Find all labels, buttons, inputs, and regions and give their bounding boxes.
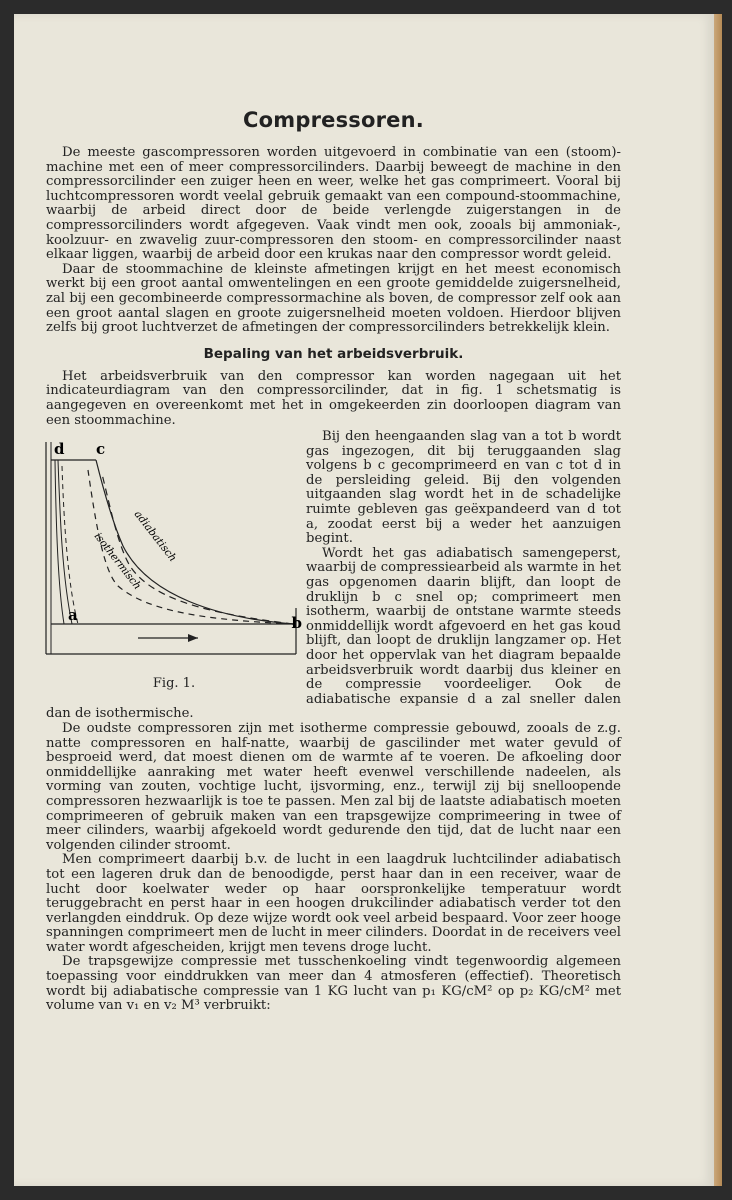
section-paragraph-1: Het arbeidsverbruik van den compressor kan worden nagegaan uit het indicateurdiagram van den compressorcilinder, dat in fig. 1 schetsmatig is aangegeven en overeenkomt met het in omgekeerden zin doorloopen diagram van een stoommachine. [46, 368, 621, 428]
page-edge [714, 14, 722, 1186]
adiabatic-dashed-curve [102, 474, 293, 624]
figure-1 [38, 436, 300, 691]
page-content [46, 96, 621, 1014]
label-b: b [291, 614, 302, 633]
page-title: Compressoren. [243, 108, 424, 132]
section-paragraph-2: Bij den heengaanden slag van a tot b wordt gas ingezogen, dit bij teruggaanden slag volgens b c gecomprimeerd en van c tot d in de persleiding geleid. Bij den volgenden uitgaanden slag wordt het in de schadelijke ruimte gebleven gas geëxpandeerd van d tot a, zoodat eerst bij a weder het aanzuigen begint. [306, 429, 621, 547]
expansion-curve-2 [62, 466, 78, 624]
section-paragraph-5: Men comprimeert daarbij b.v. de lucht in een laagdruk luchtcilinder adiabatisch tot een lageren druk dan de benoodigde, perst haar dan in een receiver, waar de lucht door koelwater weder op haar oorspronkelijke temperatuur wordt teruggebracht en perst haar in een hoogen drukcilinder adiabatisch verder tot den verlangden einddruk. Op deze wijze wordt ook veel arbeid bespaard. Voor zeer hooge spanningen comprimeert men de lucht in meer cilinders. Doordat in de receivers veel water wordt afgescheiden, krijgt men tevens droge lucht. [46, 852, 621, 955]
expansion-curve-1 [58, 460, 72, 624]
intro-paragraph-2: Daar de stoommachine de kleinste afmetingen krijgt en het meest economisch werkt bij een groot aantal omwentelingen en een groote gemiddelde zuigersnelheid, zal bij een gecombineerde compressormachine als boven, de compressor zelf ook aan een groot aantal slagen en groote zuigersnelheid moeten voldoen. Hierdoor blijven zelfs bij groot luchtverzet de afmetingen der compressorcilinders betrekkelijk klein. [46, 261, 621, 336]
indicator-diagram [38, 436, 300, 666]
section-paragraph-4: De oudste compressoren zijn met isotherme compressie gebouwd, zooals de z.g. natte compressoren en half-natte, waarbij de gascilinder met water gevuld of besproeid werd, dat moest dienen om de warmte af te voeren. De afkoeling door onmiddellijke aanraking met water heeft evenwel verschillende nadeelen, als vorming van zouten, vochtige lucht, ijsvorming, enz., terwijl zij bij snelloopende compressoren hezwaarlijk is toe te passen. Men zal bij de laatste adiabatisch moeten comprimeeren of gebruik maken van een trapsgewijze comprimeering in twee of meer cilinders, waarbij afgekoeld wordt gedurende den tijd, dat de lucht naar een volgenden cilinder stroomt. [46, 720, 621, 853]
label-d: d [54, 440, 65, 459]
figure-wrap [46, 430, 621, 722]
label-a: a [68, 606, 78, 625]
label-c: c [96, 440, 106, 459]
isothermal-curve [88, 470, 293, 624]
adiabatic-curve [96, 460, 293, 624]
intro-paragraph-1: De meeste gascompressoren worden uitgevoerd in combinatie van een (stoom)-machine met een of meer compressorcilinders. Daarbij beweegt de machine in den compressorcilinder een zuiger heen en weer, welke het gas comprimeert. Vooral bij luchtcompressoren wordt veelal gebruik gemaakt van een compound-stoommachine, waarbij de arbeid direct door de beide verlengde zuigerstangen in de compressorcilinders wordt afgegeven. Vaak vindt men ook, zooals bij ammoniak-, koolzuur- en zwavelig zuur-compressoren den stoom- en compressorcilinder naast elkaar liggen, waarbij de arbeid door een krukas naar den compressor wordt geleid. [46, 145, 621, 263]
stroke-arrow-head [188, 634, 198, 642]
label-adiabatic: adiabatisch [131, 508, 179, 565]
label-isothermal: isothermisch [91, 530, 144, 593]
section-paragraph-3: Wordt het gas adiabatisch samengeperst, waarbij de compressiearbeid als warmte in het gas opgenomen daarin blijft, dan loopt de druklijn b c snel op; comprimeert men isotherm, waarbij de ontstane warmte steeds onmiddellijk wordt afgevoerd en het gas koud blijft, dan loopt de druklijn langzamer op. Het door het oppervlak van het diagram bepaalde arbeidsverbruik wordt daarbij dus kleiner en de compressie voordeeliger. Ook de adiabatische expansie d a zal sneller dalen dan de isothermische. [46, 545, 621, 722]
section-paragraph-6: De trapsgewijze compressie met tusschenkoeling vindt tegenwoordig algemeen toepassing voor einddrukken van meer dan 4 atmosferen (effectief). Theoretisch wordt bij adiabatische compressie van 1 KG lucht van p₁ KG/cM² op p₂ KG/cM² met volume van v₁ en v₂ M³ verbruikt: [46, 954, 621, 1014]
figure-caption: Fig. 1. [152, 676, 196, 692]
section-title: Bepaling van het arbeidsverbruik. [203, 345, 464, 362]
